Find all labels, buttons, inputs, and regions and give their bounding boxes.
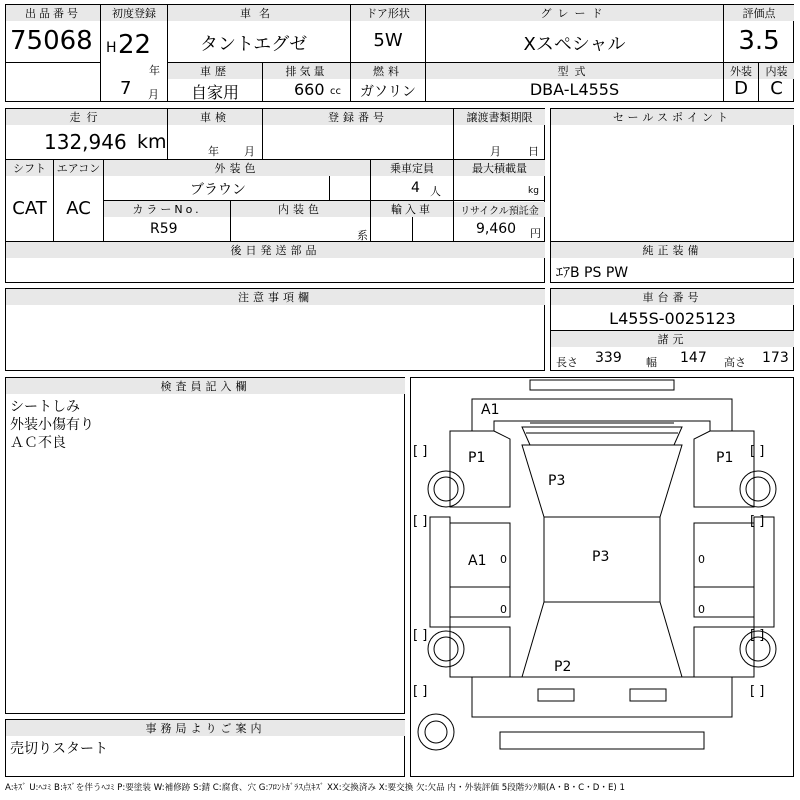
recycle-deposit-label: リサイクル預託金 xyxy=(454,202,545,217)
transfer-month-unit: 月 xyxy=(490,145,501,158)
month-unit: 月 xyxy=(148,88,159,101)
inspection-label: 車検 xyxy=(168,109,262,125)
width: 147 xyxy=(680,350,707,366)
interior-color-label: 内装色 xyxy=(231,201,370,217)
bracket-mark: [ ] xyxy=(750,514,765,529)
chassis-number: L455S-0025123 xyxy=(609,309,736,328)
first-registration-label: 初度登録 xyxy=(101,5,167,21)
exterior-color-label: 外装色 xyxy=(104,160,370,176)
mileage-unit: km xyxy=(137,131,167,153)
width-label: 幅 xyxy=(646,356,657,369)
inspection-year-unit: 年 xyxy=(208,145,219,158)
car-name: タントエグゼ xyxy=(200,34,308,55)
height-label: 高さ xyxy=(724,356,746,369)
history-label: 車歴 xyxy=(168,63,262,79)
grade: Xスペシャル xyxy=(523,34,626,55)
equipment: ｴｱB PS PW xyxy=(556,265,629,281)
zero-mark: 0 xyxy=(698,603,705,616)
score-label: 評価点 xyxy=(724,5,794,21)
import-label: 輸入車 xyxy=(371,201,453,217)
displacement-label: 排気量 xyxy=(263,63,350,79)
length-label: 長さ xyxy=(556,356,578,369)
zero-mark: 0 xyxy=(500,553,507,566)
legend: A:ｷｽﾞ U:ﾍｺﾐ B:ｷｽﾞを伴うﾍｺﾐ P:要塗装 W:補修跡 S:錆 C:腐食、穴 G:ﾌﾛﾝﾄｶﾞﾗｽ点ｷｽﾞ XX:交換済み X:要交換 欠:欠品 内・外装評価 5段階ﾗﾝｸ順(A・B・C・D・E) 1 xyxy=(5,783,625,793)
length: 339 xyxy=(595,350,622,366)
damage-mark-a1-side: A1 xyxy=(468,553,487,569)
bracket-mark: [ ] xyxy=(413,444,428,459)
color-number: R59 xyxy=(150,221,178,237)
capacity: 4 xyxy=(411,180,420,196)
car-name-label: 車名 xyxy=(168,5,350,21)
inspector-line: シートしみ xyxy=(10,399,80,415)
doors: 5W xyxy=(373,30,403,51)
mileage: 132,946 xyxy=(44,130,127,154)
exterior-grade: D xyxy=(734,78,748,99)
height: 173 xyxy=(762,350,789,366)
damage-mark-a1-front: A1 xyxy=(481,402,500,418)
damage-mark-p1-right: P1 xyxy=(716,450,734,466)
bracket-mark: [ ] xyxy=(750,684,765,699)
inspector-line: 外装小傷有り xyxy=(10,417,94,433)
specs-label: 諸元 xyxy=(551,331,794,347)
displacement-unit: cc xyxy=(330,86,341,97)
model-code: DBA-L455S xyxy=(529,80,620,99)
color-number-label: カラーNo. xyxy=(104,201,230,217)
registration-number-label: 登録番号 xyxy=(263,109,453,125)
era: H xyxy=(106,40,117,56)
interior-grade: C xyxy=(770,78,783,99)
bracket-mark: [ ] xyxy=(750,444,765,459)
mileage-label: 走行 xyxy=(6,109,167,125)
aircon: AC xyxy=(66,198,91,219)
sales-points-label: セールスポイント xyxy=(551,109,794,125)
fuel: ガソリン xyxy=(360,84,416,100)
grade-label: グレード xyxy=(426,5,723,21)
recycle-unit: 円 xyxy=(530,227,541,240)
transfer-day-unit: 日 xyxy=(528,145,539,158)
fuel-label: 燃料 xyxy=(351,63,425,79)
capacity-label: 乗車定員 xyxy=(371,160,453,176)
transfer-deadline-label: 譲渡書類期限 xyxy=(454,109,545,125)
interior-color-unit: 系 xyxy=(357,229,368,242)
car-diagram xyxy=(410,377,794,777)
lot-number: 75068 xyxy=(10,26,93,56)
score: 3.5 xyxy=(738,26,780,56)
max-load-unit: kg xyxy=(528,186,539,196)
history: 自家用 xyxy=(190,83,239,102)
chassis-label: 車台番号 xyxy=(551,289,794,305)
exterior-color: ブラウン xyxy=(190,182,246,198)
damage-mark-p1-left: P1 xyxy=(468,450,486,466)
aircon-label: エアコン xyxy=(54,160,103,176)
lot-number-label: 出品番号 xyxy=(6,5,100,21)
first-registration-year: 22 xyxy=(118,30,152,60)
damage-mark-p3-hood: P3 xyxy=(548,473,566,489)
equipment-label: 純正装備 xyxy=(551,242,794,258)
zero-mark: 0 xyxy=(698,553,705,566)
inspection-month-unit: 月 xyxy=(244,145,255,158)
first-registration-month: 7 xyxy=(120,78,132,99)
later-parts-label: 後日発送部品 xyxy=(6,242,545,258)
displacement: 660 xyxy=(294,80,325,99)
interior-label: 内装 xyxy=(759,63,794,79)
capacity-unit: 人 xyxy=(430,185,441,198)
zero-mark: 0 xyxy=(500,603,507,616)
year-unit: 年 xyxy=(149,64,160,77)
bracket-mark: [ ] xyxy=(750,628,765,643)
office-label: 事務局よりご案内 xyxy=(6,720,405,736)
inspector-label: 検査員記入欄 xyxy=(6,378,405,394)
inspector-line: ＡＣ不良 xyxy=(10,435,66,451)
office-text: 売切りスタート xyxy=(10,741,108,757)
shift-label: シフト xyxy=(6,160,53,176)
recycle-deposit: 9,460 xyxy=(476,221,517,237)
shift: CAT xyxy=(12,198,47,219)
doors-label: ドア形状 xyxy=(351,5,425,21)
exterior-label: 外装 xyxy=(724,63,758,79)
caution-label: 注意事項欄 xyxy=(6,289,545,305)
model-label: 型式 xyxy=(426,63,723,79)
bracket-mark: [ ] xyxy=(413,628,428,643)
damage-mark-p2-rear: P2 xyxy=(554,659,572,675)
bracket-mark: [ ] xyxy=(413,514,428,529)
max-load-label: 最大積載量 xyxy=(454,160,545,176)
bracket-mark: [ ] xyxy=(413,684,428,699)
damage-mark-p3-roof: P3 xyxy=(592,549,610,565)
